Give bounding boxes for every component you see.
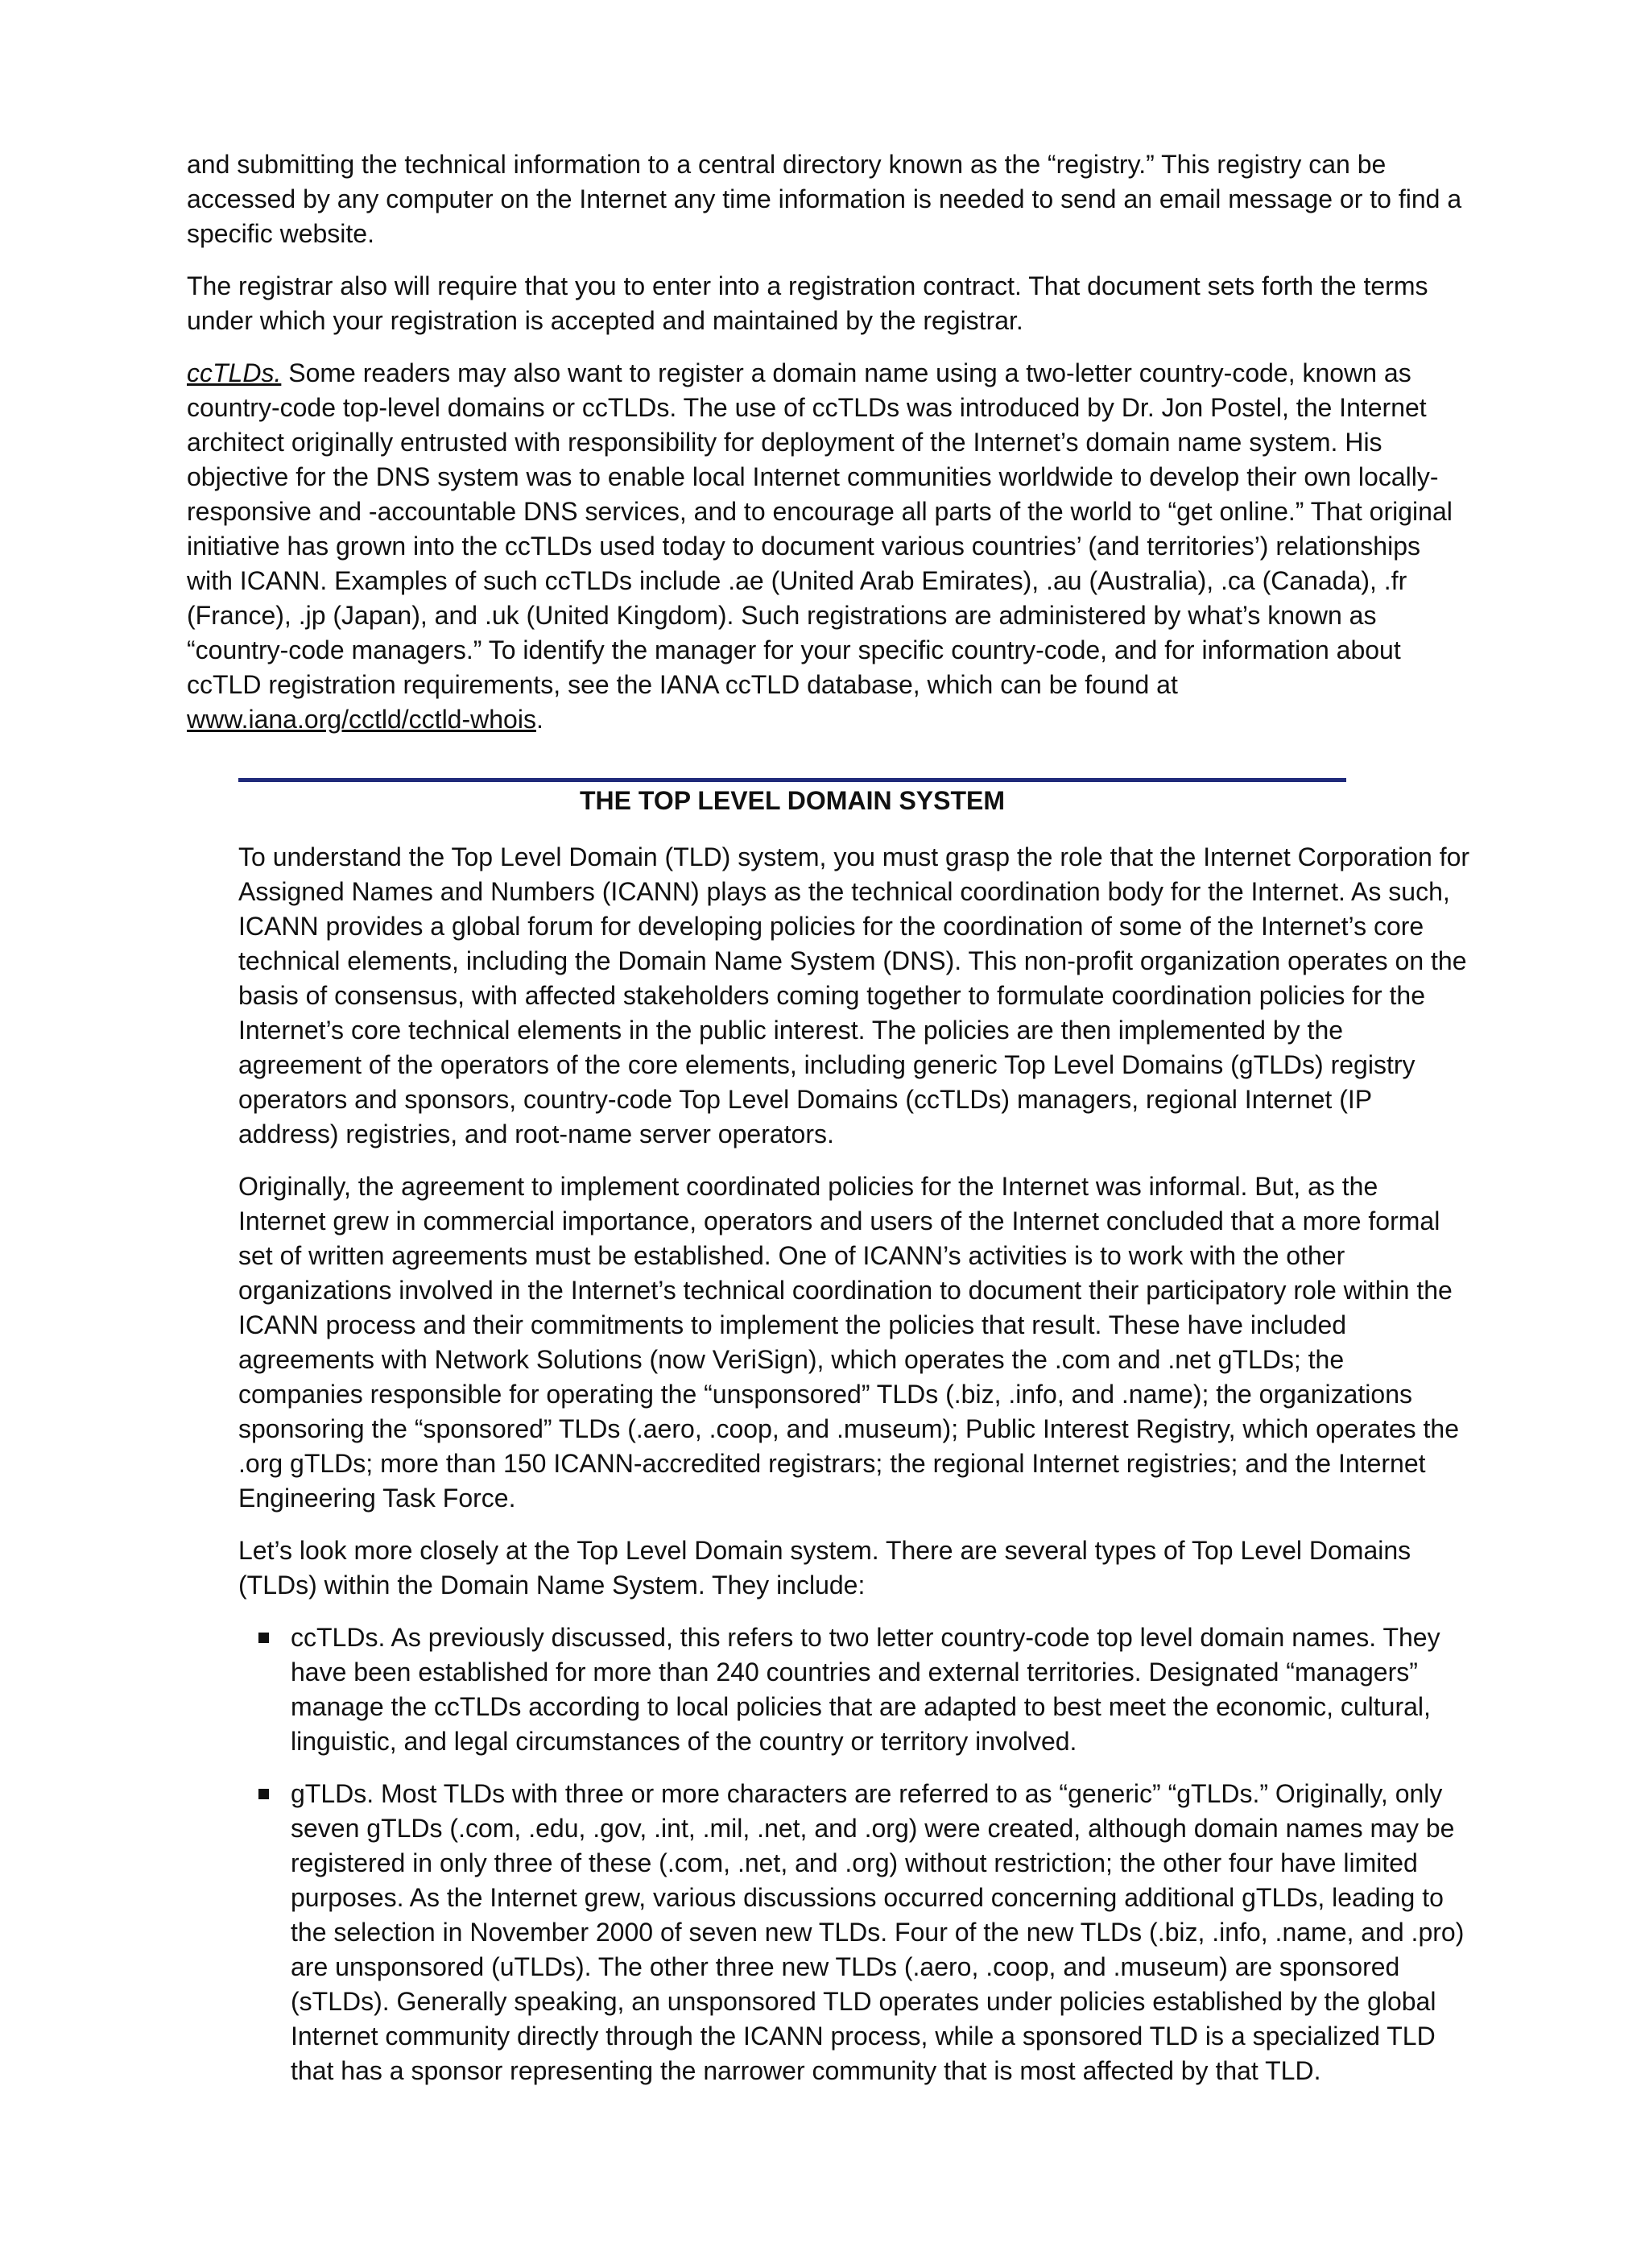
paragraph-icann-role: To understand the Top Level Domain (TLD) system, you must grasp the role that the Internet Corporation for Assigned Names and Numbers (ICANN) plays as the technical coordination body for the Internet. As such, ICANN provides a global forum for developing policies for the coordination of some of the Internet’s core technical elements, including the Domain Name System (DNS). This non-profit organization operates on the basis of consensus, with affected stakeholders coming together to formulate coordination policies for the Internet’s core technical elements in the public interest. The policies are then implemented by the agreement of the operators of the core elements, including generic Top Level Domains (gTLDs) registry operators and sponsors, country-code Top Level Domains (ccTLDs) managers, regional Internet (IP address) registries, and root-name server operators. [238,842,1470,1148]
iana-cctld-link[interactable]: www.iana.org/cctld/cctld-whois [187,705,536,734]
list-item-cctlds [238,1620,1470,1759]
square-bullet-icon [258,1633,269,1643]
paragraph-registrar-contract: The registrar also will require that you to enter into a registration contract. That document sets forth the terms under which your registration is accepted and maintained by the registrar. [187,271,1428,335]
list-item-text: ccTLDs. As previously discussed, this refers to two letter country-code top level domain names. They have been established for more than 240 countries and external territories. Designated “managers” manage the ccTLDs according to local policies that are adapted to best meet the economic, cultural, linguistic, and legal circumstances of the country or territory involved. [291,1623,1440,1756]
square-bullet-icon [258,1789,269,1799]
list-item-gtlds [238,1777,1470,2088]
cctlds-body-text: Some readers may also want to register a domain name using a two-letter country-code, known as country-code top-level domains or ccTLDs. The use of ccTLDs was introduced by Dr. Jon Postel, the Internet architect originally entrusted with responsibility for deployment of the Internet’s domain name system. His objective for the DNS system was to enable local Internet communities worldwide to develop their own locally-responsive and -accountable DNS services, and to encourage all parts of the world to “get online.” That original initiative has grown into the ccTLDs used today to document various countries’ (and territories’) relationships with ICANN. Examples of such ccTLDs include .ae (United Arab Emirates), .au (Australia), .ca (Canada), .fr (France), .jp (Japan), and .uk (United Kingdom). Such registrations are administered by what’s known as “country-code managers.” To identify the manager for your specific country-code, and for information about ccTLD registration requirements, see the IANA ccTLD database, which can be found at [187,358,1453,699]
section-heading: THE TOP LEVEL DOMAIN SYSTEM [579,786,1006,815]
cctlds-end-punct: . [535,705,543,734]
section-divider-rule [238,778,1346,782]
paragraph-cctlds [187,356,1467,737]
paragraph-tld-types-intro: Let’s look more closely at the Top Level Domain system. There are several types of Top Level Domains (TLDs) within the Domain Name System. They include: [238,1536,1411,1600]
cctlds-lead-term: ccTLDs. [187,358,282,387]
tld-types-list [238,1620,1470,2088]
list-item-text: gTLDs. Most TLDs with three or more characters are referred to as “generic” “gTLDs.” Originally, only seven gTLDs (.com, .edu, .gov, .int, .mil, .net, and .org) were created, although domain names may be registered in only three of these (.com, .net, and .org) without restriction; the other four have limited purposes. As the Internet grew, various discussions occurred concerning additional gTLDs, leading to the selection in November 2000 of seven new TLDs. Four of the new TLDs (.biz, .info, .name, and .pro) are unsponsored (uTLDs). The other three new TLDs (.aero, .coop, and .museum) are sponsored (sTLDs). Generally speaking, an unsponsored TLD operates under policies established by the global Internet community directly through the ICANN process, while a sponsored TLD is a specialized TLD that has a sponsor representing the narrower community that is most affected by that TLD. [291,1779,1465,2085]
paragraph-registry: and submitting the technical information to a central directory known as the “registry.” This registry can be accessed by any computer on the Internet any time information is needed to send an email message or to find a specific website. [187,150,1462,248]
tld-section-body [238,840,1470,2106]
upper-text-block [187,147,1467,755]
paragraph-agreements: Originally, the agreement to implement coordinated policies for the Internet was informal. But, as the Internet grew in commercial importance, operators and users of the Internet concluded that a more formal set of written agreements must be established. One of ICANN’s activities is to work with the other organizations involved in the Internet’s technical coordination to document their participatory role within the ICANN process and their commitments to implement the policies that result. These have included agreements with Network Solutions (now VeriSign), which operates the .com and .net gTLDs; the companies responsible for operating the “unsponsored” TLDs (.biz, .info, and .name); the organizations sponsoring the “sponsored” TLDs (.aero, .coop, and .museum); Public Interest Registry, which operates the .org gTLDs; more than 150 ICANN-accredited registrars; the regional Internet registries; and the Internet Engineering Task Force. [238,1172,1459,1513]
